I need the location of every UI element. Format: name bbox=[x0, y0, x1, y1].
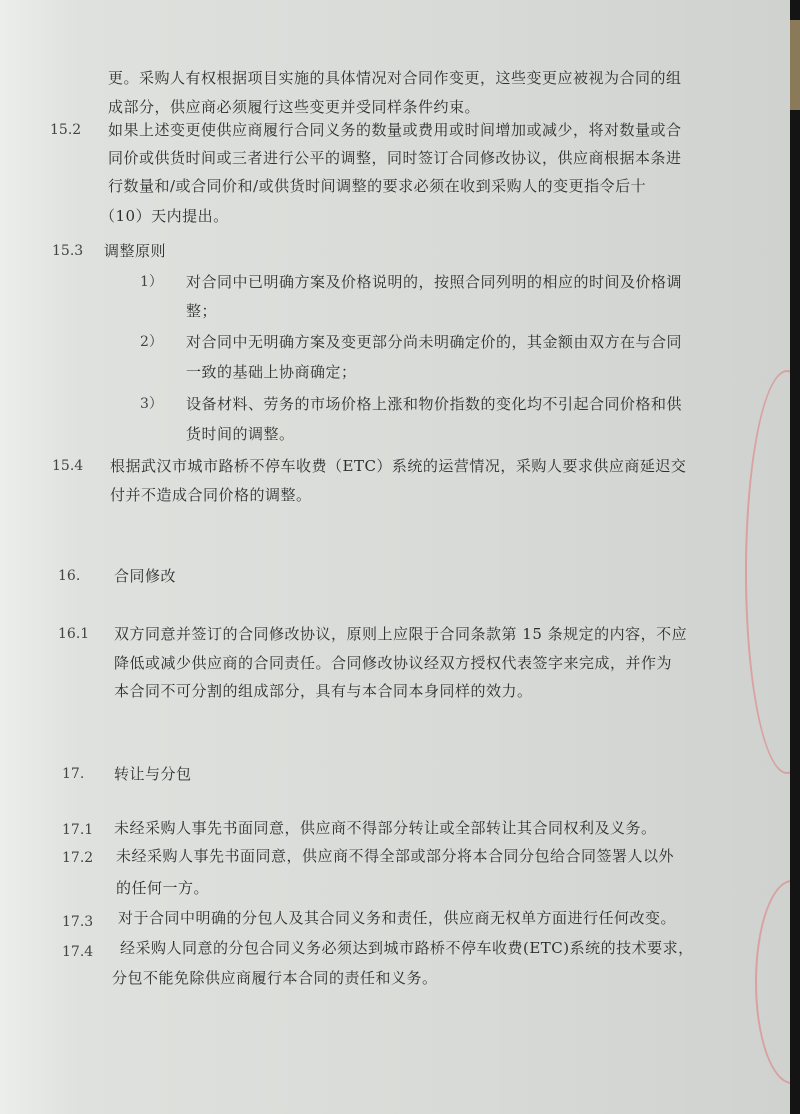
clause-number: 17.2 bbox=[62, 850, 94, 866]
clause-number: 15.3 bbox=[52, 243, 84, 259]
section-number: 16. bbox=[58, 568, 81, 584]
text-line: 对合同中已明确方案及价格说明的，按照合同列明的相应的时间及价格调 bbox=[186, 273, 683, 291]
text-line: 同价或供货时间或三者进行公平的调整，同时签订合同修改协议，供应商根据本条进 bbox=[108, 149, 682, 167]
list-marker: 2） bbox=[140, 334, 163, 350]
section-title: 合同修改 bbox=[114, 567, 177, 585]
clause-number: 16.1 bbox=[58, 626, 90, 642]
section-title: 转让与分包 bbox=[114, 765, 192, 783]
text-line: 的任何一方。 bbox=[116, 879, 210, 897]
clause-number: 17.3 bbox=[62, 914, 94, 930]
text-line: 如果上述变更使供应商履行合同义务的数量或费用或时间增加或减少，将对数量或合 bbox=[108, 121, 682, 139]
background-object bbox=[790, 20, 800, 110]
text-line: 成部分，供应商必须履行这些变更并受同样条件约束。 bbox=[108, 98, 481, 116]
text-line: 经采购人同意的分包合同义务必须达到城市路桥不停车收费(ETC)系统的技术要求， bbox=[120, 939, 694, 957]
text-line: 付并不造成合同价格的调整。 bbox=[110, 486, 312, 504]
text-line: 双方同意并签订的合同修改协议，原则上应限于合同条款第 15 条规定的内容，不应 bbox=[114, 625, 688, 643]
text-line: 行数量和/或合同价和/或供货时间调整的要求必须在收到采购人的变更指令后十 bbox=[108, 177, 647, 195]
text-line: 未经采购人事先书面同意，供应商不得部分转让或全部转让其合同权利及义务。 bbox=[114, 819, 657, 837]
text-line: 根据武汉市城市路桥不停车收费（ETC）系统的运营情况，采购人要求供应商延迟交 bbox=[110, 457, 687, 475]
text-line: 降低或减少供应商的合同责任。合同修改协议经双方授权代表签字来完成，并作为 bbox=[114, 654, 673, 672]
text-line: 对合同中无明确方案及变更部分尚未明确定价的，其金额由双方在与合同 bbox=[186, 333, 683, 351]
text-line: 整； bbox=[186, 302, 218, 320]
clause-number: 15.2 bbox=[50, 122, 82, 138]
text-line: 对于合同中明确的分包人及其合同义务和责任，供应商无权单方面进行任何改变。 bbox=[118, 909, 677, 927]
text-line: 设备材料、劳务的市场价格上涨和物价指数的变化均不引起合同价格和供 bbox=[186, 395, 683, 413]
clause-number: 17.1 bbox=[62, 822, 94, 838]
page-edge-shadow bbox=[790, 0, 800, 1114]
text-line: 分包不能免除供应商履行本合同的责任和义务。 bbox=[112, 969, 438, 987]
text-line: 本合同不可分割的组成部分，具有与本合同本身同样的效力。 bbox=[114, 682, 533, 700]
list-marker: 3） bbox=[140, 396, 163, 412]
clause-number: 15.4 bbox=[52, 458, 84, 474]
clause-title: 调整原则 bbox=[104, 242, 167, 260]
text-line: 更。采购人有权根据项目实施的具体情况对合同作变更，这些变更应被视为合同的组 bbox=[108, 69, 682, 87]
section-number: 17. bbox=[62, 766, 85, 782]
text-line: （10）天内提出。 bbox=[100, 207, 229, 225]
text-line: 一致的基础上协商确定； bbox=[186, 363, 357, 381]
list-marker: 1） bbox=[140, 274, 163, 290]
text-line: 未经采购人事先书面同意，供应商不得全部或部分将本合同分包给合同签署人以外 bbox=[116, 847, 675, 865]
clause-number: 17.4 bbox=[62, 944, 94, 960]
text-line: 货时间的调整。 bbox=[186, 425, 295, 443]
